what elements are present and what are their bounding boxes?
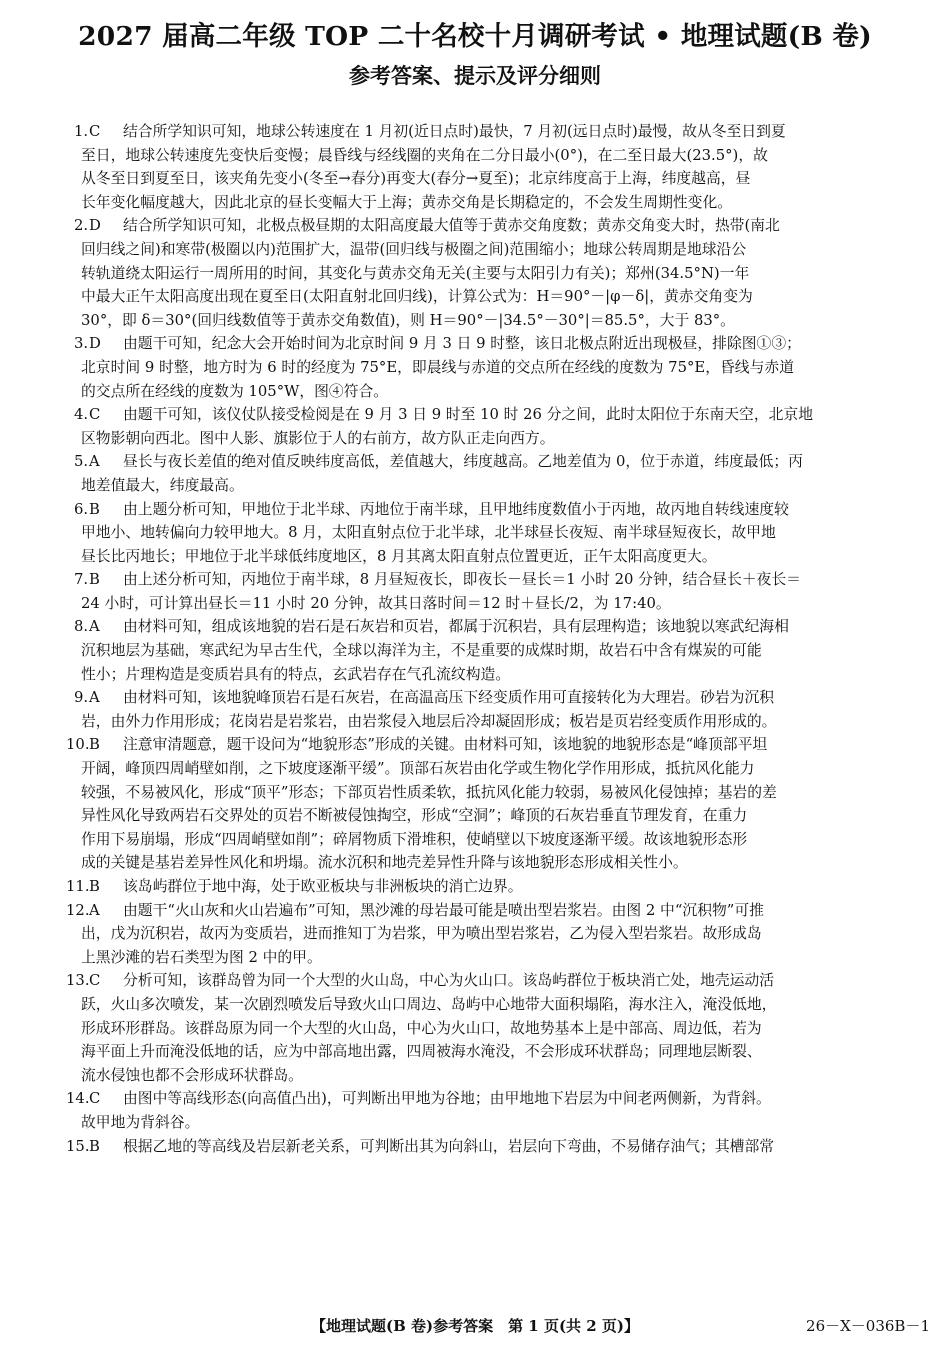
explanation-text: 甲地小、地转偏向力较甲地大。8 月，太阳直射点位于北半球，北半球昼长夜短、南半球昼短夜长，故甲地 [81, 524, 776, 542]
answer-line [70, 828, 934, 852]
answer-line [70, 332, 934, 356]
explanation-text: 至日，地球公转速度先变快后变慢；晨昏线与经线圈的夹角在二分日最小(0°)，在二至日最大(23.5°)，故 [81, 146, 768, 164]
explanation-text: 30°，即 δ＝30°(回归线数值等于黄赤交角数值)，则 H＝90°－|34.5°－30°|＝85.5°，大于 83°。 [81, 311, 735, 329]
answer-item [70, 450, 934, 497]
answer-line [70, 686, 934, 710]
explanation-text: 转轨道绕太阳运行一周所用的时间，其变化与黄赤交角无关(主要与太阳引力有关)；郑州(34.5°N)一年 [81, 264, 750, 282]
question-number: 2. [74, 217, 89, 235]
explanation-text: 中最大正午太阳高度出现在夏至日(太阳直射北回归线)，计算公式为：H＝90°－|φ－δ|，黄赤交角变为 [81, 288, 753, 306]
answer-line [70, 851, 934, 875]
explanation-text: 上黑沙滩的岩石类型为图 2 中的甲。 [81, 948, 322, 966]
explanation-text: 成的关键是基岩差异性风化和坍塌。流水沉积和地壳差异性升降与该地貌形态形成相关性小。 [81, 854, 688, 872]
question-number: 1. [74, 123, 89, 140]
explanation-text: 由题干可知，该仪仗队接受检阅是在 9 月 3 日 9 时至 10 时 26 分之间，此时太阳位于东南天空，北京地 [123, 406, 814, 424]
question-number: 6. [74, 500, 89, 518]
explanation-text: 岩，由外力作用形成；花岗岩是岩浆岩，由岩浆侵入地层后冷却凝固形成；板岩是页岩经变质作用形成的。 [81, 712, 777, 730]
question-number: 4. [74, 406, 89, 424]
answer-item [66, 733, 934, 875]
answer-item [66, 1087, 934, 1134]
explanation-text: 跃，火山多次喷发，某一次剧烈喷发后导致火山口周边、岛屿中心地带大面积塌陷，海水注入，淹没低地， [81, 995, 777, 1013]
explanation-text: 根据乙地的等高线及岩层新老关系，可判断出其为向斜山，岩层向下弯曲，不易储存油气；其槽部常 [123, 1137, 775, 1155]
answer-line [70, 1017, 934, 1041]
explanation-text: 海平面上升而淹没低地的话，应为中部高地出露，四周被海水淹没，不会形成环状群岛；同理地层断裂、 [81, 1043, 762, 1061]
answer-item [66, 899, 934, 970]
question-number: 11. [66, 878, 90, 895]
answer-option: B [89, 878, 100, 895]
answer-item [66, 1135, 934, 1159]
explanation-text: 结合所学知识可知，地球公转速度在 1 月初(近日点时)最快，7 月初(远日点时)最慢，故从冬至日到夏 [123, 123, 786, 140]
answer-line [70, 592, 934, 616]
explanation-text: 由上题分析可知，甲地位于北半球、丙地位于南半球，且甲地纬度数值小于丙地，故丙地自转线速度较 [123, 500, 789, 518]
answer-line [70, 427, 934, 451]
explanation-text: 开阔，峰顶四周峭壁如削，之下坡度逐渐平缓”。顶部石灰岩由化学或生物化学作用形成，抵抗风化能力 [81, 760, 755, 778]
answer-line [70, 1040, 934, 1064]
answer-option: B [89, 736, 100, 754]
answer-option: B [89, 571, 100, 589]
answer-option: C [89, 972, 101, 990]
answer-line [70, 380, 934, 404]
answer-line [66, 875, 934, 899]
answer-list [66, 120, 934, 1158]
question-number: 5. [74, 453, 89, 471]
answer-line [70, 191, 934, 215]
answer-line [70, 804, 934, 828]
footer-page-info: 【地理试题(B 卷)参考答案 第 1 页(共 2 页)】 [310, 1317, 640, 1335]
explanation-text: 北京时间 9 时整，地方时为 6 时的经度为 75°E，即晨线与赤道的交点所在经线的度数为 75°E，昏线与赤道 [81, 358, 794, 376]
answer-line [70, 309, 934, 333]
explanation-text: 注意审清题意，题干设问为“地貌形态”形成的关键。由材料可知，该地貌的地貌形态是“峰顶部平坦 [123, 736, 768, 754]
answer-line [70, 167, 934, 191]
answer-line [70, 757, 934, 781]
footer-doc-code: 26－X－036B－1 [806, 1317, 930, 1335]
explanation-text: 由材料可知，该地貌峰顶岩石是石灰岩，在高温高压下经变质作用可直接转化为大理岩。砂岩为沉积 [123, 689, 775, 707]
answer-option: C [89, 123, 101, 140]
question-number: 7. [74, 571, 89, 589]
explanation-text: 故甲地为背斜谷。 [81, 1113, 200, 1131]
explanation-text: 由题干“火山灰和火山岩遍布”可知，黑沙滩的母岩最可能是喷出型岩浆岩。由图 2 中“沉积物”可推 [123, 901, 764, 919]
explanation-text: 出，戊为沉积岩，故丙为变质岩，进而推知丁为岩浆，甲为喷出型岩浆岩，乙为侵入型岩浆岩。故形成岛 [81, 925, 762, 943]
explanation-text: 沉积地层为基础，寒武纪为早古生代，全球以海洋为主，不是重要的成煤时期，故岩石中含有煤炭的可能 [81, 642, 762, 660]
answer-line [70, 521, 934, 545]
explanation-text: 由题干可知，纪念大会开始时间为北京时间 9 月 3 日 9 时整，该日北极点附近出现极昼，排除图①③； [123, 335, 801, 353]
answer-line [70, 238, 934, 262]
explanation-text: 地差值最大，纬度最高。 [81, 476, 244, 494]
explanation-text: 形成环形群岛。该群岛原为同一个大型的火山岛，中心为火山口，故地势基本上是中部高、周边低，若为 [81, 1019, 762, 1037]
answer-line [70, 993, 934, 1017]
answer-item [70, 120, 934, 214]
answer-line [70, 568, 934, 592]
answer-line [70, 781, 934, 805]
answer-line [70, 1064, 934, 1088]
answer-line [70, 356, 934, 380]
page-title: 2027 届高二年级 TOP 二十名校十月调研考试 • 地理试题(B 卷) [78, 21, 872, 52]
answer-item [66, 969, 934, 1087]
answer-item [70, 686, 934, 733]
explanation-text: 异性风化导致两岩石交界处的页岩不断被侵蚀掏空，形成“空洞”；峰顶的石灰岩垂直节理发育，在重力 [81, 807, 748, 825]
explanation-text: 结合所学知识可知，北极点极昼期的太阳高度最大值等于黄赤交角度数；黄赤交角变大时，热带(南北 [123, 217, 780, 235]
question-number: 13. [66, 972, 90, 990]
page-footer [0, 1315, 950, 1339]
page-subtitle: 参考答案、提示及评分细则 [349, 63, 601, 88]
answer-line [70, 144, 934, 168]
answer-item [70, 332, 934, 403]
answer-line [70, 403, 934, 427]
answer-option: C [89, 1090, 101, 1108]
explanation-text: 该岛屿群位于地中海，处于欧亚板块与非洲板块的消亡边界。 [123, 878, 523, 895]
explanation-text: 昼长与夜长差值的绝对值反映纬度高低，差值越大，纬度越高。乙地差值为 0，位于赤道，纬度最低；丙 [123, 453, 803, 471]
answer-line [70, 615, 934, 639]
answer-line [66, 1135, 934, 1159]
answer-line [70, 922, 934, 946]
answer-line [66, 1087, 934, 1111]
answer-line [70, 1111, 934, 1135]
answer-line [70, 545, 934, 569]
explanation-text: 昼长比丙地长；甲地位于北半球低纬度地区，8 月其离太阳直射点位置更近，正午太阳高度更大。 [81, 547, 717, 565]
answer-line [70, 498, 934, 522]
explanation-text: 由上述分析可知，丙地位于南半球，8 月昼短夜长，即夜长－昼长＝1 小时 20 分钟，结合昼长＋夜长＝ [123, 571, 801, 589]
answer-line [66, 969, 934, 993]
question-number: 3. [74, 335, 89, 353]
answer-option: B [89, 500, 100, 518]
question-number: 12. [66, 901, 90, 919]
explanation-text: 较强，不易被风化，形成“顶平”形态；下部页岩性质柔软，抵抗风化能力较弱，易被风化侵蚀掉；基岩的差 [81, 783, 777, 801]
answer-item [70, 568, 934, 615]
answer-line [70, 450, 934, 474]
answer-option: B [89, 1137, 100, 1155]
answer-line [70, 214, 934, 238]
answer-line [70, 120, 934, 144]
answer-line [70, 639, 934, 663]
question-number: 10. [66, 736, 90, 754]
answer-option: A [89, 901, 100, 919]
answer-item [70, 403, 934, 450]
question-number: 15. [66, 1137, 90, 1155]
answer-item [66, 875, 934, 899]
answer-option: D [89, 217, 101, 235]
answer-line [66, 733, 934, 757]
question-number: 14. [66, 1090, 90, 1108]
answer-option: C [89, 406, 101, 424]
answer-option: A [89, 453, 100, 471]
explanation-text: 分析可知，该群岛曾为同一个大型的火山岛，中心为火山口。该岛屿群位于板块消亡处，地壳运动活 [123, 972, 775, 990]
answer-option: A [89, 618, 100, 636]
explanation-text: 区物影朝向西北。图中人影、旗影位于人的右前方，故方队正走向西方。 [81, 429, 555, 447]
answer-option: D [89, 335, 101, 353]
question-number: 9. [74, 689, 89, 707]
answer-line [70, 710, 934, 734]
explanation-text: 的交点所在经线的度数为 105°W，图④符合。 [81, 382, 389, 400]
question-number: 8. [74, 618, 89, 636]
explanation-text: 性小；片理构造是变质岩具有的特点，玄武岩存在气孔流纹构造。 [81, 665, 511, 683]
answer-option: A [89, 689, 100, 707]
explanation-text: 从冬至日到夏至日，该夹角先变小(冬至→春分)再变大(春分→夏至)；北京纬度高于上海，纬度越高，昼 [81, 170, 751, 188]
answer-line [70, 663, 934, 687]
answer-line [70, 474, 934, 498]
explanation-text: 作用下易崩塌，形成“四周峭壁如削”；碎屑物质下滑堆积，使峭壁以下坡度逐渐平缓。故该地貌形态形 [81, 830, 748, 848]
explanation-text: 由图中等高线形态(向高值凸出)，可判断出甲地为谷地；由甲地地下岩层为中间老两侧新，为背斜。 [123, 1090, 771, 1108]
explanation-text: 回归线之间)和寒带(极圈以内)范围扩大，温带(回归线与极圈之间)范围缩小；地球公转周期是地球沿公 [81, 240, 747, 258]
answer-item [70, 615, 934, 686]
answer-item [70, 214, 934, 332]
answer-item [70, 498, 934, 569]
explanation-text: 长年变化幅度越大，因此北京的昼长变幅大于上海；黄赤交角是长期稳定的，不会发生周期性变化。 [81, 193, 733, 211]
answer-line [70, 285, 934, 309]
answer-line [70, 946, 934, 970]
explanation-text: 24 小时，可计算出昼长＝11 小时 20 分钟，故其日落时间＝12 时＋昼长/2，为 17:40。 [81, 594, 671, 612]
explanation-text: 由材料可知，组成该地貌的岩石是石灰岩和页岩，都属于沉积岩，具有层理构造；该地貌以寒武纪海相 [123, 618, 789, 636]
answer-line [70, 262, 934, 286]
explanation-text: 流水侵蚀也都不会形成环状群岛。 [81, 1066, 303, 1084]
answer-line [66, 899, 934, 923]
